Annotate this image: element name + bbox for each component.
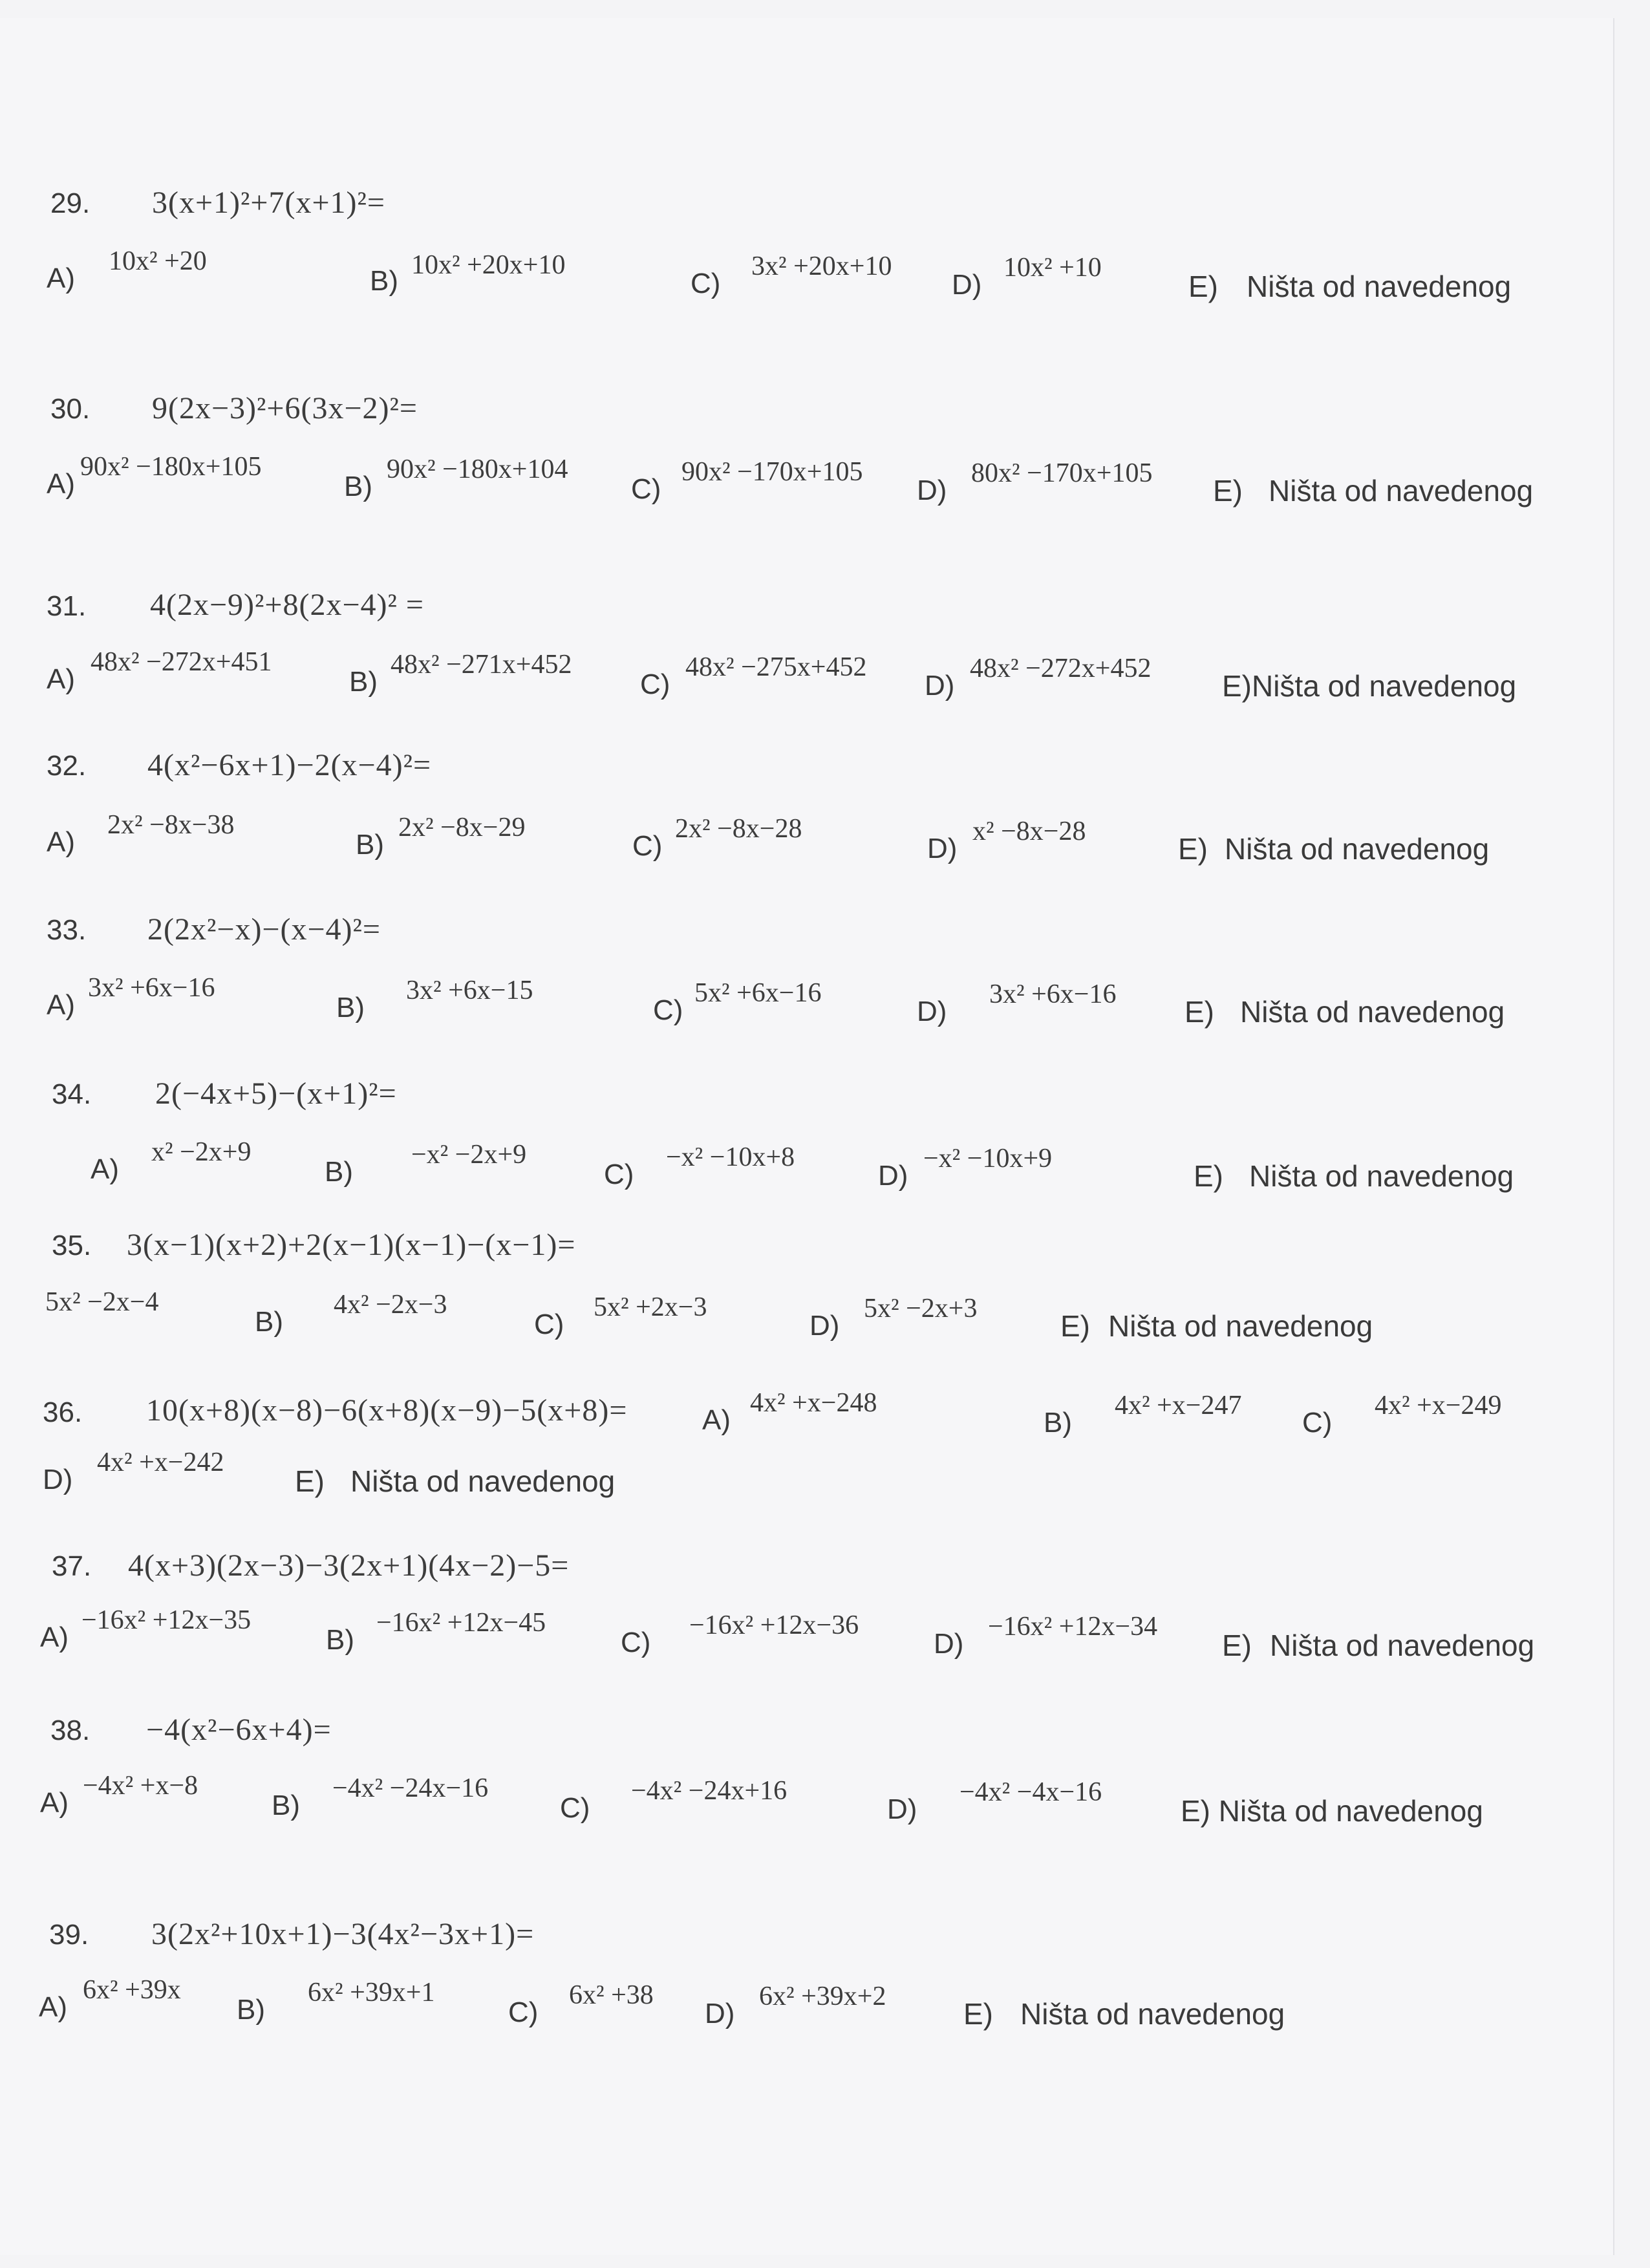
option-a-label: A)	[47, 262, 75, 294]
option-c-value: 3x² +20x+10	[751, 251, 892, 281]
problem-expression: 4(x²−6x+1)−2(x−4)²=	[147, 748, 432, 782]
option-c-value: 5x² +2x−3	[594, 1292, 707, 1322]
option-c-label: C)	[621, 1627, 651, 1658]
option-c-value: 90x² −170x+105	[681, 457, 863, 487]
option-c-label: C)	[640, 669, 670, 700]
option-c-value: 2x² −8x−28	[675, 814, 802, 844]
option-b-label: B)	[1044, 1407, 1072, 1439]
option-e-value: Ništa od navedenog	[1247, 270, 1512, 303]
option-d-value: −16x² +12x−34	[988, 1612, 1158, 1642]
option-c-label: C)	[560, 1792, 590, 1824]
option-e-value: Ništa od navedenog	[1240, 995, 1505, 1029]
option-a-value: 5x² −2x−4	[45, 1287, 159, 1317]
option-d-label: D)	[917, 475, 947, 506]
option-d-value: x² −8x−28	[972, 817, 1086, 846]
option-a-label: A)	[40, 1621, 69, 1653]
option-d-value: 5x² −2x+3	[864, 1294, 978, 1323]
option-a-label: A)	[47, 989, 75, 1021]
option-a-label: A)	[40, 1787, 69, 1819]
option-e-value: Ništa od navedenog	[1270, 1629, 1535, 1662]
option-e-value: Ništa od navedenog	[1249, 1159, 1514, 1193]
option-a-label: A)	[39, 1991, 67, 2023]
option-a-value: 3x² +6x−16	[88, 973, 215, 1003]
option-e-label: E)	[1184, 995, 1214, 1029]
problem-expression: 4(2x−9)²+8(2x−4)² =	[150, 588, 424, 622]
option-d-label: D)	[927, 833, 958, 864]
option-d-value: 10x² +10	[1003, 253, 1102, 283]
option-c-label: C)	[1302, 1407, 1333, 1439]
option-b-value: 10x² +20x+10	[411, 250, 566, 280]
option-e-value: Ništa od navedenog	[1269, 474, 1534, 508]
problem-expression: 3(x−1)(x+2)+2(x−1)(x−1)−(x−1)=	[127, 1228, 576, 1262]
problem-expression: −4(x²−6x+4)=	[146, 1713, 332, 1747]
option-c-value: 5x² +6x−16	[694, 978, 822, 1008]
option-d-label: D)	[917, 996, 947, 1027]
option-c-value: −4x² −24x+16	[631, 1776, 788, 1806]
problem-expression: 3(x+1)²+7(x+1)²=	[152, 186, 385, 220]
option-a-value: x² −2x+9	[151, 1137, 252, 1167]
option-b-label: B)	[326, 1624, 354, 1656]
option-c-label: C)	[508, 1996, 539, 2028]
option-c-value: 4x² +x−249	[1375, 1391, 1502, 1420]
option-b-label: B)	[349, 666, 378, 698]
option-d-value: 3x² +6x−16	[989, 979, 1117, 1009]
option-d-value: 6x² +39x+2	[759, 1982, 886, 2011]
problem-expression: 4(x+3)(2x−3)−3(2x+1)(4x−2)−5=	[128, 1548, 570, 1583]
option-b-label: B)	[356, 829, 384, 861]
option-b-label: B)	[237, 1994, 265, 2026]
problem-number: 30.	[50, 393, 91, 425]
option-a-value: 10x² +20	[109, 246, 207, 276]
option-d-label: D)	[809, 1310, 840, 1342]
problem-number: 32.	[47, 750, 87, 782]
option-c-label: C)	[604, 1159, 634, 1190]
option-d-label: D)	[43, 1464, 73, 1495]
option-d-value: −x² −10x+9	[923, 1144, 1053, 1173]
option-e-label: E) Ništa od navedenog	[1181, 1794, 1483, 1828]
option-b-value: 6x² +39x+1	[308, 1978, 435, 2007]
option-a-value: 4x² +x−248	[750, 1388, 877, 1418]
option-b-value: −x² −2x+9	[411, 1140, 527, 1170]
option-e-label: E)Ništa od navedenog	[1222, 669, 1517, 703]
option-a-value: −16x² +12x−35	[81, 1605, 252, 1635]
option-d-value: 48x² −272x+452	[970, 654, 1152, 683]
option-b-value: 48x² −271x+452	[391, 650, 572, 679]
option-e-label: E)	[1060, 1309, 1090, 1343]
problem-expression: 2(2x²−x)−(x−4)²=	[147, 912, 381, 947]
option-b-value: −16x² +12x−45	[376, 1608, 546, 1638]
option-c-label: C)	[534, 1309, 564, 1340]
option-c-value: −16x² +12x−36	[689, 1610, 859, 1640]
option-b-label: B)	[325, 1156, 353, 1188]
option-c-value: 6x² +38	[569, 1980, 654, 2010]
option-b-label: B)	[370, 265, 398, 297]
option-d-label: D)	[952, 269, 982, 301]
option-b-label: B)	[344, 471, 372, 502]
option-d-label: D)	[705, 1998, 735, 2029]
problem-number: 35.	[52, 1230, 92, 1261]
problem-number: 29.	[50, 187, 91, 219]
option-c-value: −x² −10x+8	[666, 1142, 795, 1172]
option-d-label: D)	[925, 670, 955, 701]
option-e-label: E)	[295, 1464, 325, 1498]
problem-expression: 10(x+8)(x−8)−6(x+8)(x−9)−5(x+8)=	[146, 1393, 628, 1428]
option-a-value: −4x² +x−8	[83, 1771, 198, 1801]
option-b-label: B)	[336, 992, 365, 1023]
option-d-label: D)	[934, 1628, 964, 1660]
worksheet-page	[0, 18, 1614, 2255]
option-a-value: 90x² −180x+105	[80, 452, 262, 482]
option-d-value: 4x² +x−242	[97, 1448, 224, 1477]
option-b-value: −4x² −24x−16	[332, 1773, 489, 1803]
option-d-value: −4x² −4x−16	[959, 1777, 1102, 1807]
option-b-value: 4x² +x−247	[1115, 1391, 1242, 1420]
problem-number: 33.	[47, 914, 87, 946]
option-e-label: E)	[1194, 1159, 1223, 1193]
problem-number: 38.	[50, 1715, 91, 1746]
option-d-value: 80x² −170x+105	[971, 458, 1153, 488]
option-e-value: Ništa od navedenog	[1225, 832, 1490, 866]
option-a-label: A)	[91, 1153, 119, 1185]
problem-expression: 3(2x²+10x+1)−3(4x²−3x+1)=	[151, 1917, 535, 1951]
option-e-label: E)	[1178, 832, 1208, 866]
problem-expression: 2(−4x+5)−(x+1)²=	[155, 1076, 397, 1111]
option-a-label: A)	[47, 826, 75, 858]
option-a-label: A)	[47, 468, 75, 500]
option-e-label: E)	[1213, 474, 1243, 508]
option-a-value: 48x² −272x+451	[91, 647, 272, 677]
problem-number: 31.	[47, 590, 87, 622]
option-e-value: Ništa od navedenog	[1020, 1997, 1285, 2031]
option-c-label: C)	[653, 994, 683, 1026]
option-c-label: C)	[691, 268, 721, 299]
option-b-value: 90x² −180x+104	[387, 455, 568, 484]
option-b-value: 4x² −2x−3	[334, 1290, 447, 1320]
option-e-label: E)	[1222, 1629, 1252, 1662]
option-e-value: Ništa od navedenog	[350, 1464, 616, 1498]
option-a-label: A)	[702, 1404, 731, 1436]
option-e-label: E)	[963, 1997, 993, 2031]
option-e-label: E)	[1188, 270, 1218, 303]
option-d-label: D)	[887, 1793, 917, 1825]
option-d-label: D)	[878, 1160, 908, 1192]
problem-number: 36.	[43, 1396, 83, 1428]
option-e-value: Ništa od navedenog	[1108, 1309, 1373, 1343]
problem-number: 34.	[52, 1078, 92, 1110]
option-a-label: A)	[47, 663, 75, 695]
option-a-value: 2x² −8x−38	[107, 810, 235, 840]
option-b-value: 2x² −8x−29	[398, 813, 526, 842]
option-c-value: 48x² −275x+452	[685, 652, 867, 682]
option-b-value: 3x² +6x−15	[406, 976, 533, 1005]
option-b-label: B)	[255, 1306, 283, 1338]
option-c-label: C)	[631, 473, 661, 505]
problem-number: 37.	[52, 1550, 92, 1582]
option-a-value: 6x² +39x	[83, 1975, 181, 2005]
option-c-label: C)	[632, 830, 663, 862]
problem-expression: 9(2x−3)²+6(3x−2)²=	[152, 391, 418, 425]
option-b-label: B)	[272, 1790, 300, 1821]
problem-number: 39.	[49, 1919, 89, 1951]
